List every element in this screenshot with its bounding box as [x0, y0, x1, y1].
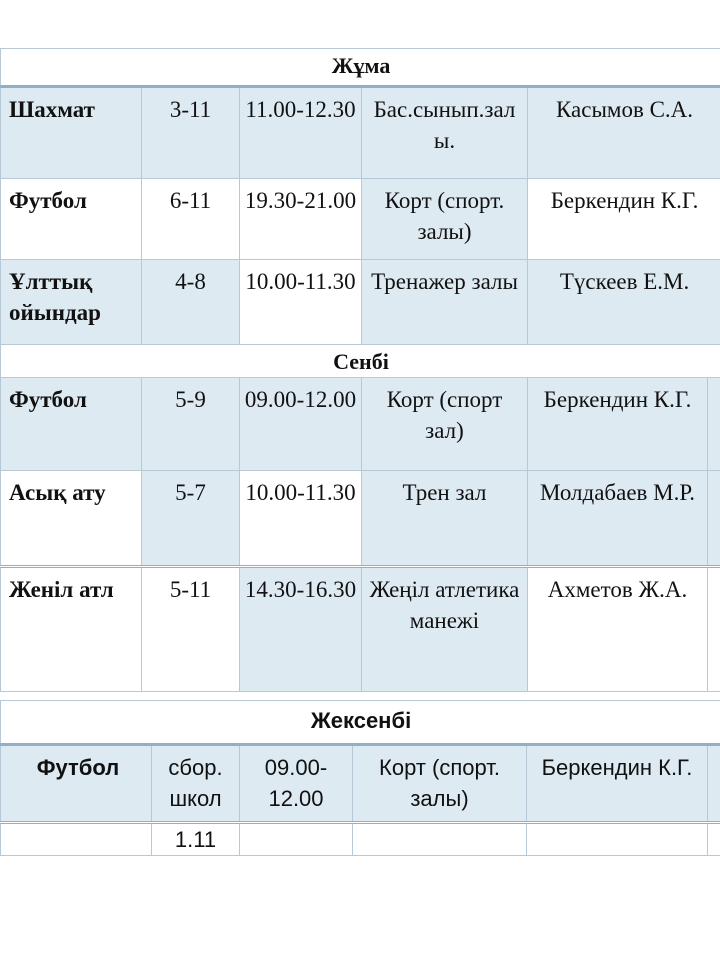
sport-cell: Асық ату [1, 471, 142, 567]
coach-cell: Түскеев Е.М. [528, 260, 720, 345]
day-title-friday: Жұма [1, 49, 720, 87]
place-cell: Жеңіл атлетика манежі [362, 567, 528, 692]
saturday-table [0, 344, 720, 692]
coach-cell: Беркендин К.Г. [528, 378, 708, 471]
time-cell: 19.30-21.00 [240, 179, 362, 260]
time-cell [240, 823, 353, 856]
place-cell [353, 823, 527, 856]
coach-cell: Беркендин К.Г. [527, 745, 708, 823]
sport-cell: Футбол [1, 378, 142, 471]
spacer-cell [708, 567, 720, 692]
coach-cell [527, 823, 708, 856]
spacer-cell [708, 378, 720, 471]
time-cell: 09.00-12.00 [240, 745, 353, 823]
day-title-saturday: Сенбі [1, 345, 720, 378]
time-cell: 14.30-16.30 [240, 567, 362, 692]
grades-cell: 5-11 [142, 567, 240, 692]
coach-cell: Ахметов Ж.А. [528, 567, 708, 692]
coach-cell: Беркендин К.Г. [528, 179, 720, 260]
sport-cell: Шахмат [1, 87, 142, 179]
sunday-table [0, 700, 720, 856]
grades-cell: 4-8 [142, 260, 240, 345]
sport-cell: Женіл атл [1, 567, 142, 692]
day-title-sunday: Жексенбі [1, 701, 720, 745]
grades-cell: сбор. школ [152, 745, 240, 823]
time-cell: 11.00-12.30 [240, 87, 362, 179]
sport-cell: Ұлттық ойындар [1, 260, 142, 345]
place-cell: Корт (спорт. залы) [362, 179, 528, 260]
spacer-cell [708, 823, 720, 856]
place-cell: Трен зал [362, 471, 528, 567]
grades-cell: 5-9 [142, 378, 240, 471]
grades-cell: 1.11 [152, 823, 240, 856]
friday-table [0, 48, 720, 345]
spacer-cell [708, 471, 720, 567]
place-cell: Корт (спорт зал) [362, 378, 528, 471]
time-cell: 10.00-11.30 [240, 471, 362, 567]
sport-cell [1, 823, 152, 856]
place-cell: Бас.сынып.залы. [362, 87, 528, 179]
coach-cell: Молдабаев М.Р. [528, 471, 708, 567]
time-cell: 09.00-12.00 [240, 378, 362, 471]
spacer-cell [708, 745, 720, 823]
place-cell: Тренажер залы [362, 260, 528, 345]
sport-cell: Футбол [1, 179, 142, 260]
grades-cell: 6-11 [142, 179, 240, 260]
grades-cell: 3-11 [142, 87, 240, 179]
grades-cell: 5-7 [142, 471, 240, 567]
sport-cell: Футбол [1, 745, 152, 823]
coach-cell: Касымов С.А. [528, 87, 720, 179]
time-cell: 10.00-11.30 [240, 260, 362, 345]
place-cell: Корт (спорт. залы) [353, 745, 527, 823]
